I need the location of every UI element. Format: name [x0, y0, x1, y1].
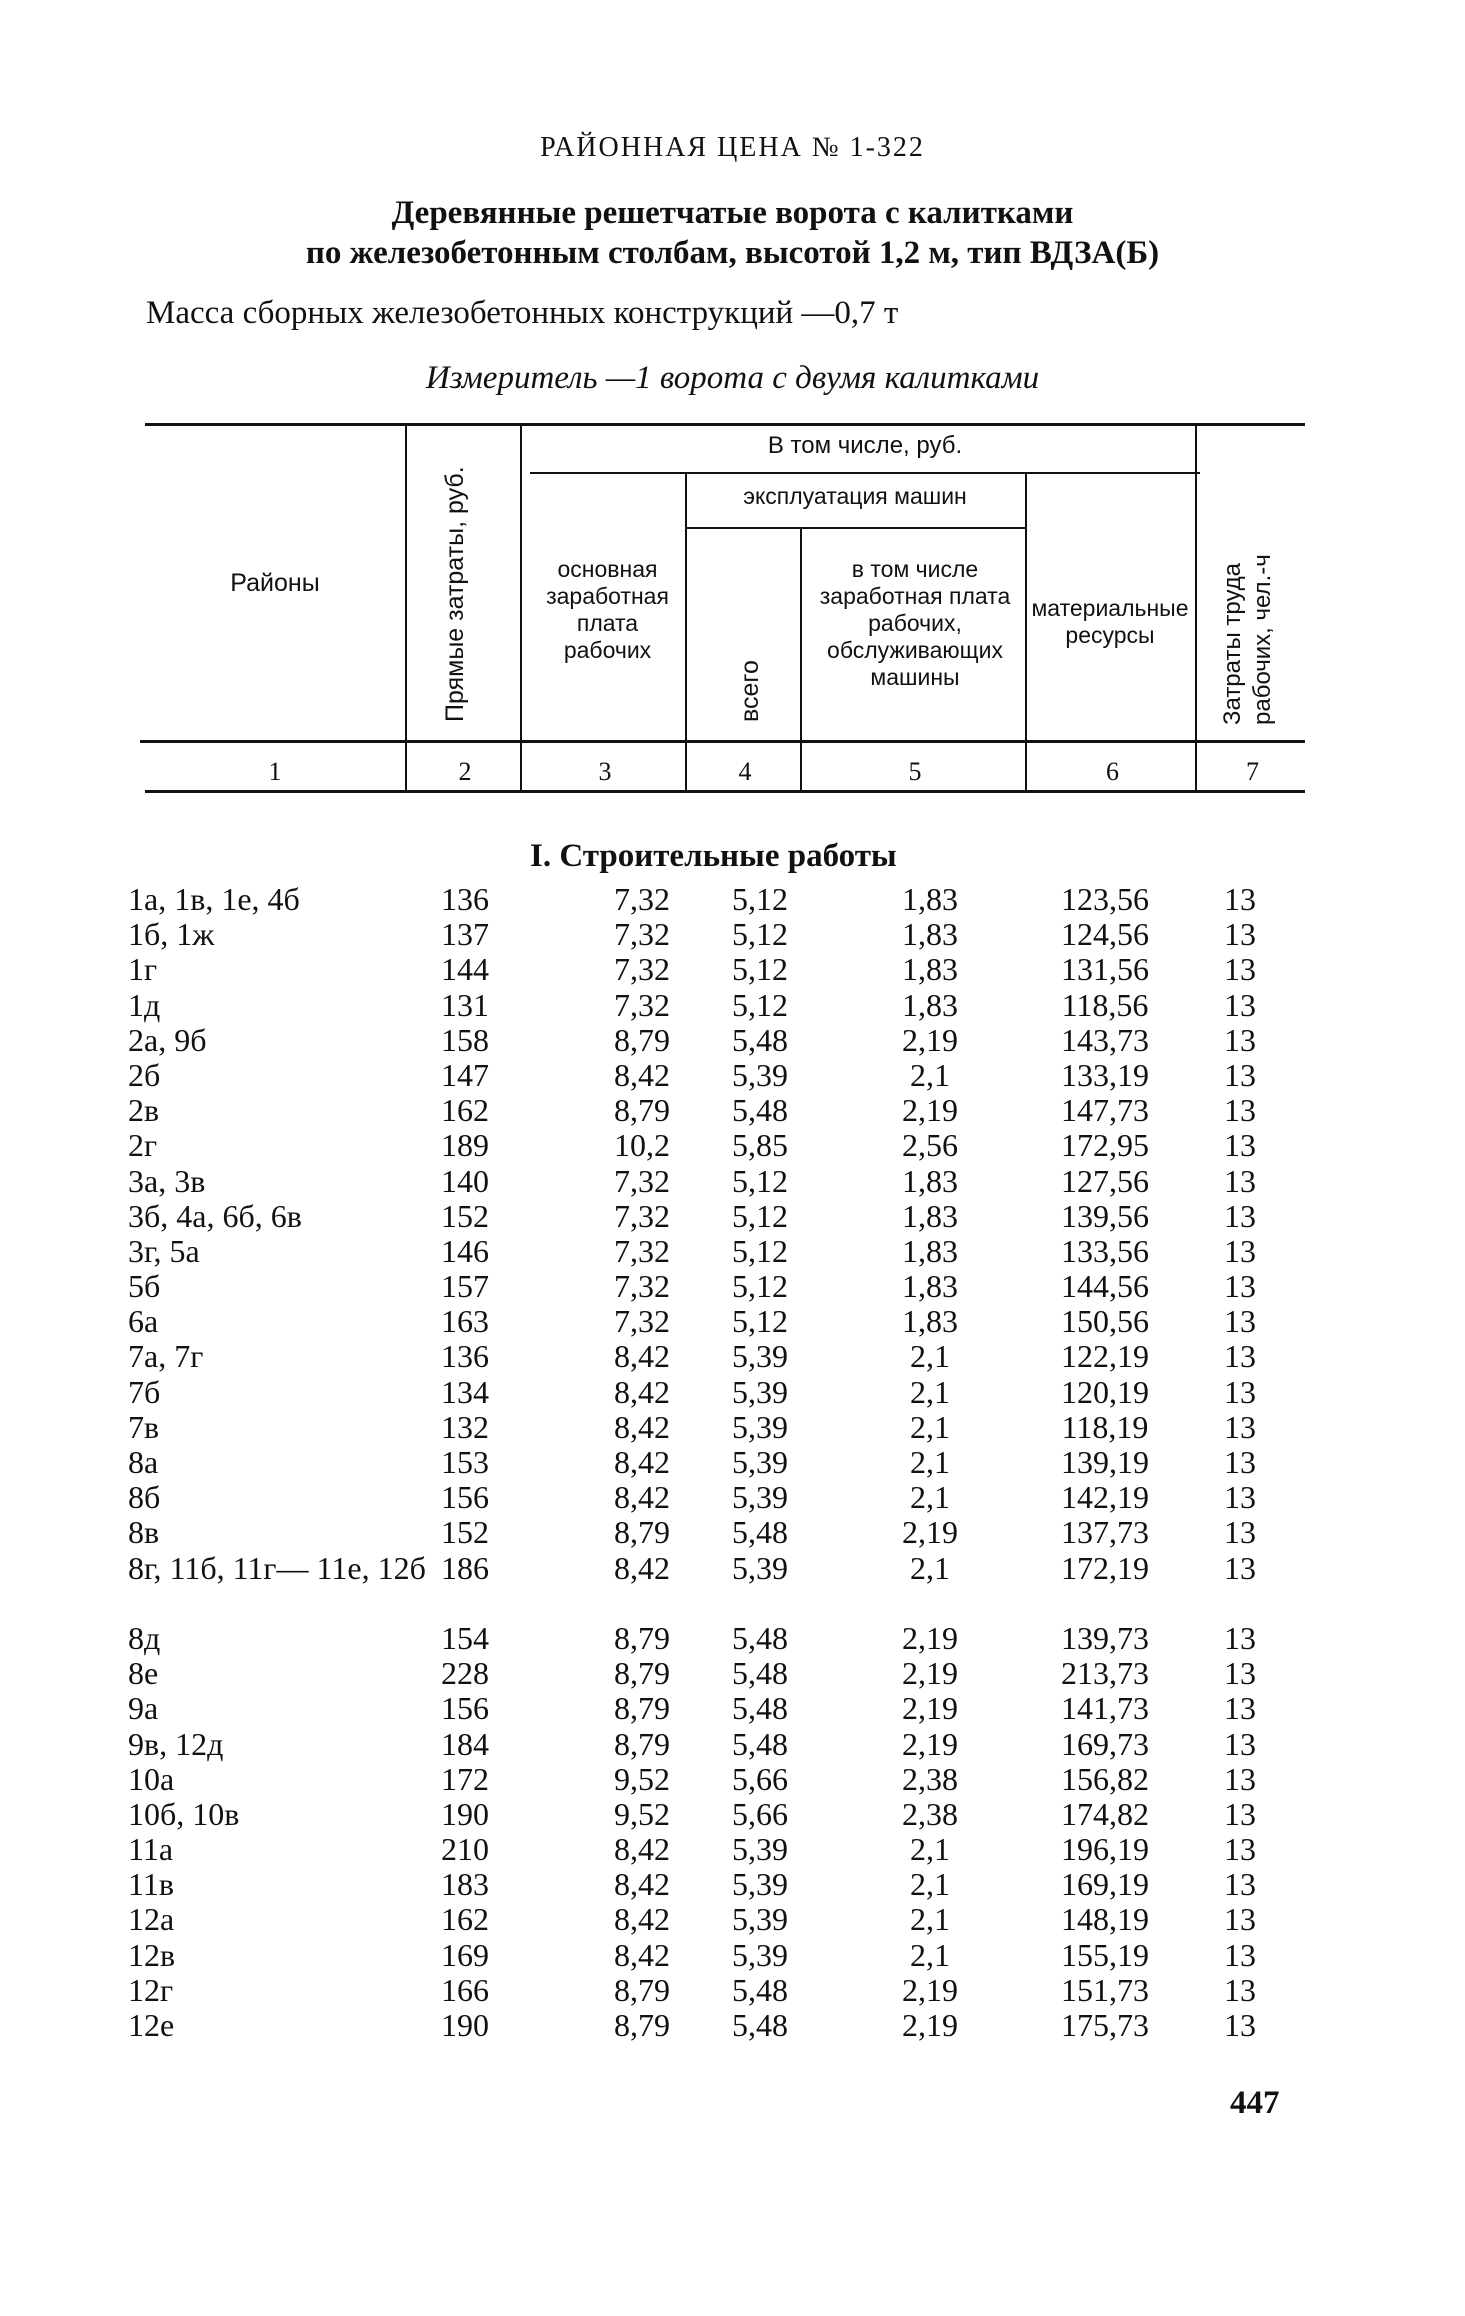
main-wage-cell: 8,42 [614, 1831, 670, 1868]
hdr-including: В том числе, руб. [767, 432, 963, 459]
region-cell: 3б, 4а, 6б, 6в [128, 1197, 302, 1234]
region-cell: 11а [128, 1831, 174, 1868]
region-cell: 7а, 7г [128, 1338, 204, 1375]
machine-total-cell: 5,48 [732, 1619, 788, 1656]
main-wage-cell: 7,32 [614, 951, 670, 988]
hdr-machine-total: всего [736, 660, 764, 722]
labor-cell: 13 [1224, 2007, 1256, 2044]
direct-cost-cell: 131 [441, 986, 489, 1023]
direct-cost-cell: 172 [441, 1760, 489, 1797]
region-cell: 5б [128, 1268, 161, 1305]
materials-cell: 213,73 [1061, 1655, 1149, 1692]
labor-cell: 13 [1224, 986, 1256, 1023]
labor-cell: 13 [1224, 881, 1256, 917]
machine-wage-cell: 2,19 [902, 1619, 958, 1656]
table-row [0, 1656, 1465, 1691]
machine-wage-cell: 2,1 [910, 1056, 950, 1093]
direct-cost-cell: 147 [441, 1056, 489, 1093]
direct-cost-cell: 140 [441, 1162, 489, 1199]
materials-cell: 133,56 [1061, 1232, 1149, 1269]
direct-cost-cell: 157 [441, 1268, 489, 1305]
main-wage-cell: 7,32 [614, 1162, 670, 1199]
machine-wage-cell: 2,19 [902, 1725, 958, 1762]
direct-cost-cell: 210 [441, 1831, 489, 1868]
main-wage-cell: 8,42 [614, 1056, 670, 1093]
machine-total-cell: 5,48 [732, 1655, 788, 1692]
col-number-1: 1 [268, 757, 282, 786]
region-cell: 9в, 12д [128, 1725, 224, 1762]
machine-wage-cell: 2,19 [902, 1971, 958, 2008]
machine-wage-cell: 2,1 [910, 1866, 950, 1903]
machine-wage-cell: 1,83 [902, 1303, 958, 1340]
materials-cell: 174,82 [1061, 1795, 1149, 1832]
region-cell: 8е [128, 1655, 159, 1692]
labor-cell: 13 [1224, 1092, 1256, 1129]
labor-cell: 13 [1224, 1021, 1256, 1058]
machine-wage-cell: 2,1 [910, 1444, 950, 1480]
machine-total-cell: 5,39 [732, 1866, 788, 1903]
region-cell: 2а, 9б [128, 1021, 207, 1058]
labor-cell: 13 [1224, 1303, 1256, 1340]
table-row [0, 1621, 1465, 1656]
materials-cell: 133,19 [1061, 1056, 1149, 1093]
labor-cell: 13 [1224, 1268, 1256, 1305]
hdr-regions: Районы [230, 569, 320, 597]
direct-cost-cell: 186 [441, 1549, 489, 1586]
direct-cost-cell: 158 [441, 1021, 489, 1058]
hdr-machine-wage: в том числе заработная плата рабочих, обслуживающих машины [819, 556, 1011, 690]
measure-line: Измеритель —1 ворота с двумя калитками [425, 360, 1040, 396]
machine-wage-cell: 2,19 [902, 1021, 958, 1058]
main-wage-cell: 8,79 [614, 2007, 670, 2044]
numbers-bottom-rule [145, 790, 1305, 793]
header-top-rule [145, 423, 1305, 426]
machine-wage-cell: 2,1 [910, 1549, 950, 1586]
region-cell: 8г, 11б, 11г— 11е, 12б [128, 1549, 426, 1586]
table-row [0, 1375, 1465, 1410]
price-table-body [0, 882, 1465, 2043]
labor-cell: 13 [1224, 1760, 1256, 1797]
region-cell: 7в [128, 1408, 160, 1445]
labor-cell: 13 [1224, 916, 1256, 953]
col-divider-3 [685, 472, 687, 790]
direct-cost-cell: 134 [441, 1373, 489, 1410]
labor-cell: 13 [1224, 1056, 1256, 1093]
hdr-direct-costs: Прямые затраты, руб. [441, 466, 469, 722]
machine-total-cell: 5,39 [732, 1373, 788, 1410]
col-number-3: 3 [598, 757, 612, 786]
materials-cell: 131,56 [1061, 951, 1149, 988]
materials-cell: 139,56 [1061, 1197, 1149, 1234]
main-wage-cell: 8,42 [614, 1479, 670, 1516]
labor-cell: 13 [1224, 1725, 1256, 1762]
machine-wage-cell: 2,19 [902, 2007, 958, 2044]
machine-total-cell: 5,39 [732, 1831, 788, 1868]
table-row [0, 1164, 1465, 1199]
machine-rule [685, 527, 1025, 529]
region-cell: 8д [128, 1619, 161, 1656]
machine-total-cell: 5,39 [732, 1408, 788, 1445]
labor-cell: 13 [1224, 1866, 1256, 1903]
col-divider-2 [520, 425, 522, 790]
materials-cell: 172,19 [1061, 1549, 1149, 1586]
main-wage-cell: 7,32 [614, 1197, 670, 1234]
section-title: I. Строительные работы [530, 838, 897, 874]
materials-cell: 141,73 [1061, 1690, 1149, 1727]
page-number: 447 [1230, 2085, 1280, 2121]
labor-cell: 13 [1224, 1795, 1256, 1832]
table-row [0, 1762, 1465, 1797]
machine-total-cell: 5,12 [732, 1232, 788, 1269]
table-row [0, 1797, 1465, 1832]
col-number-4: 4 [738, 757, 752, 786]
region-cell: 12а [128, 1901, 175, 1938]
table-row [0, 917, 1465, 952]
direct-cost-cell: 137 [441, 916, 489, 953]
direct-cost-cell: 190 [441, 2007, 489, 2044]
machine-total-cell: 5,12 [732, 1268, 788, 1305]
main-wage-cell: 7,32 [614, 881, 670, 917]
main-wage-cell: 8,42 [614, 1338, 670, 1375]
labor-cell: 13 [1224, 1831, 1256, 1868]
hdr-labor: Затраты труда рабочих, чел.-ч [1219, 554, 1276, 725]
region-cell: 1д [128, 986, 161, 1023]
direct-cost-cell: 153 [441, 1444, 489, 1480]
table-row [0, 1199, 1465, 1234]
direct-cost-cell: 189 [441, 1127, 489, 1164]
machine-total-cell: 5,48 [732, 1514, 788, 1551]
region-cell: 12е [128, 2007, 175, 2044]
region-cell: 3г, 5а [128, 1232, 200, 1269]
direct-cost-cell: 156 [441, 1479, 489, 1516]
direct-cost-cell: 146 [441, 1232, 489, 1269]
machine-total-cell: 5,48 [732, 1725, 788, 1762]
main-wage-cell: 7,32 [614, 1232, 670, 1269]
machine-wage-cell: 1,83 [902, 1232, 958, 1269]
main-wage-cell: 8,79 [614, 1690, 670, 1727]
main-wage-cell: 7,32 [614, 1303, 670, 1340]
region-cell: 10б, 10в [128, 1795, 240, 1832]
region-cell: 10а [128, 1760, 175, 1797]
machine-total-cell: 5,48 [732, 2007, 788, 2044]
labor-cell: 13 [1224, 1549, 1256, 1586]
labor-cell: 13 [1224, 1936, 1256, 1973]
machine-total-cell: 5,39 [732, 1479, 788, 1516]
materials-cell: 155,19 [1061, 1936, 1149, 1973]
main-wage-cell: 8,79 [614, 1514, 670, 1551]
direct-cost-cell: 152 [441, 1514, 489, 1551]
region-cell: 11в [128, 1866, 174, 1903]
labor-cell: 13 [1224, 1655, 1256, 1692]
main-wage-cell: 8,79 [614, 1655, 670, 1692]
materials-cell: 175,73 [1061, 2007, 1149, 2044]
labor-cell: 13 [1224, 1127, 1256, 1164]
mass-line: Масса сборных железобетонных конструкций —0,7 т [146, 295, 899, 331]
region-cell: 2б [128, 1056, 161, 1093]
main-wage-cell: 8,42 [614, 1936, 670, 1973]
materials-cell: 151,73 [1061, 1971, 1149, 2008]
main-wage-cell: 7,32 [614, 1268, 670, 1305]
direct-cost-cell: 144 [441, 951, 489, 988]
machine-wage-cell: 2,1 [910, 1479, 950, 1516]
table-row [0, 1832, 1465, 1867]
machine-wage-cell: 1,83 [902, 881, 958, 917]
col-divider-5 [1025, 472, 1027, 790]
machine-total-cell: 5,12 [732, 916, 788, 953]
direct-cost-cell: 183 [441, 1866, 489, 1903]
title-line-1: Деревянные решетчатые ворота с калитками [391, 195, 1074, 231]
labor-cell: 13 [1224, 1690, 1256, 1727]
labor-cell: 13 [1224, 1901, 1256, 1938]
col-number-5: 5 [908, 757, 922, 786]
materials-cell: 118,19 [1061, 1408, 1149, 1445]
machine-total-cell: 5,39 [732, 1338, 788, 1375]
machine-total-cell: 5,39 [732, 1444, 788, 1480]
hdr-materials: материальные ресурсы [1031, 595, 1189, 648]
col-divider-1 [405, 425, 407, 790]
header-bottom-rule [140, 740, 1305, 743]
region-cell: 1б, 1ж [128, 916, 215, 953]
labor-cell: 13 [1224, 1373, 1256, 1410]
table-row [0, 1269, 1465, 1304]
direct-cost-cell: 152 [441, 1197, 489, 1234]
title-line-2: по железобетонным столбам, высотой 1,2 м, тип ВДЗА(Б) [305, 235, 1160, 271]
machine-total-cell: 5,48 [732, 1690, 788, 1727]
machine-total-cell: 5,48 [732, 1971, 788, 2008]
machine-wage-cell: 2,38 [902, 1760, 958, 1797]
materials-cell: 169,73 [1061, 1725, 1149, 1762]
machine-total-cell: 5,12 [732, 951, 788, 988]
region-cell: 7б [128, 1373, 161, 1410]
main-wage-cell: 9,52 [614, 1760, 670, 1797]
materials-cell: 122,19 [1061, 1338, 1149, 1375]
table-row [0, 1304, 1465, 1339]
main-wage-cell: 8,42 [614, 1373, 670, 1410]
direct-cost-cell: 136 [441, 1338, 489, 1375]
machine-wage-cell: 2,19 [902, 1092, 958, 1129]
materials-cell: 139,19 [1061, 1444, 1149, 1480]
materials-cell: 124,56 [1061, 916, 1149, 953]
table-row [0, 1445, 1465, 1480]
direct-cost-cell: 163 [441, 1303, 489, 1340]
main-wage-cell: 8,42 [614, 1866, 670, 1903]
table-row [0, 1023, 1465, 1058]
materials-cell: 137,73 [1061, 1514, 1149, 1551]
main-wage-cell: 8,42 [614, 1444, 670, 1480]
main-wage-cell: 8,42 [614, 1408, 670, 1445]
machine-total-cell: 5,66 [732, 1795, 788, 1832]
region-cell: 3а, 3в [128, 1162, 206, 1199]
machine-wage-cell: 2,19 [902, 1514, 958, 1551]
machine-wage-cell: 2,1 [910, 1901, 950, 1938]
machine-wage-cell: 1,83 [902, 1268, 958, 1305]
col-number-6: 6 [1106, 757, 1119, 786]
hdr-main-wage: основная заработная плата рабочих [546, 556, 669, 663]
materials-cell: 123,56 [1061, 881, 1149, 917]
machine-wage-cell: 2,1 [910, 1408, 950, 1445]
table-row [0, 1938, 1465, 1973]
region-cell: 8б [128, 1479, 161, 1516]
table-row [0, 1234, 1465, 1269]
machine-wage-cell: 1,83 [902, 1162, 958, 1199]
materials-cell: 169,19 [1061, 1866, 1149, 1903]
labor-cell: 13 [1224, 951, 1256, 988]
main-wage-cell: 7,32 [614, 986, 670, 1023]
labor-cell: 13 [1224, 1162, 1256, 1199]
region-cell: 2г [128, 1127, 158, 1164]
main-wage-cell: 8,79 [614, 1725, 670, 1762]
table-row [0, 1093, 1465, 1128]
direct-cost-cell: 228 [441, 1655, 489, 1692]
table-row [0, 1691, 1465, 1726]
table-row [0, 1128, 1465, 1163]
machine-wage-cell: 2,1 [910, 1373, 950, 1410]
region-cell: 8в [128, 1514, 160, 1551]
labor-cell: 13 [1224, 1619, 1256, 1656]
materials-cell: 143,73 [1061, 1021, 1149, 1058]
machine-wage-cell: 2,1 [910, 1338, 950, 1375]
machine-total-cell: 5,12 [732, 986, 788, 1023]
direct-cost-cell: 162 [441, 1901, 489, 1938]
machine-wage-cell: 1,83 [902, 951, 958, 988]
table-row [0, 1515, 1465, 1550]
machine-wage-cell: 2,1 [910, 1831, 950, 1868]
region-cell: 9а [128, 1690, 159, 1727]
col-divider-6 [1195, 425, 1197, 790]
materials-cell: 144,56 [1061, 1268, 1149, 1305]
machine-wage-cell: 1,83 [902, 986, 958, 1023]
machine-total-cell: 5,85 [732, 1127, 788, 1164]
machine-wage-cell: 2,19 [902, 1690, 958, 1727]
materials-cell: 172,95 [1061, 1127, 1149, 1164]
materials-cell: 196,19 [1061, 1831, 1149, 1868]
machine-wage-cell: 1,83 [902, 916, 958, 953]
machine-total-cell: 5,12 [732, 881, 788, 917]
direct-cost-cell: 190 [441, 1795, 489, 1832]
main-wage-cell: 9,52 [614, 1795, 670, 1832]
machine-total-cell: 5,12 [732, 1162, 788, 1199]
table-row [0, 882, 1465, 917]
region-cell: 6а [128, 1303, 159, 1340]
materials-cell: 156,82 [1061, 1760, 1149, 1797]
direct-cost-cell: 184 [441, 1725, 489, 1762]
direct-cost-cell: 136 [441, 881, 489, 917]
materials-cell: 120,19 [1061, 1373, 1149, 1410]
machine-total-cell: 5,39 [732, 1901, 788, 1938]
labor-cell: 13 [1224, 1338, 1256, 1375]
labor-cell: 13 [1224, 1444, 1256, 1480]
table-row [0, 1058, 1465, 1093]
region-cell: 12г [128, 1971, 174, 2008]
machine-total-cell: 5,39 [732, 1549, 788, 1586]
machine-wage-cell: 2,56 [902, 1127, 958, 1164]
materials-cell: 150,56 [1061, 1303, 1149, 1340]
table-row [0, 2008, 1465, 2043]
table-row [0, 952, 1465, 987]
direct-cost-cell: 156 [441, 1690, 489, 1727]
price-header: РАЙОННАЯ ЦЕНА № 1-322 [540, 132, 925, 163]
machine-total-cell: 5,48 [732, 1092, 788, 1129]
main-wage-cell: 8,79 [614, 1619, 670, 1656]
table-row [0, 1902, 1465, 1937]
col-number-2: 2 [458, 757, 472, 786]
materials-cell: 148,19 [1061, 1901, 1149, 1938]
direct-cost-cell: 166 [441, 1971, 489, 2008]
main-wage-cell: 10,2 [614, 1127, 670, 1164]
machine-total-cell: 5,12 [732, 1197, 788, 1234]
machine-wage-cell: 1,83 [902, 1197, 958, 1234]
labor-cell: 13 [1224, 1514, 1256, 1551]
col-divider-4 [800, 527, 802, 790]
machine-total-cell: 5,39 [732, 1936, 788, 1973]
materials-cell: 142,19 [1061, 1479, 1149, 1516]
region-cell: 1а, 1в, 1е, 4б [128, 881, 300, 917]
materials-cell: 139,73 [1061, 1619, 1149, 1656]
machine-total-cell: 5,12 [732, 1303, 788, 1340]
main-wage-cell: 7,32 [614, 916, 670, 953]
main-wage-cell: 8,42 [614, 1901, 670, 1938]
direct-cost-cell: 154 [441, 1619, 489, 1656]
region-cell: 1г [128, 951, 158, 988]
direct-cost-cell: 132 [441, 1408, 489, 1445]
machine-total-cell: 5,39 [732, 1056, 788, 1093]
table-row [0, 1551, 1465, 1621]
main-wage-cell: 8,79 [614, 1021, 670, 1058]
materials-cell: 147,73 [1061, 1092, 1149, 1129]
table-row [0, 1410, 1465, 1445]
materials-cell: 118,56 [1061, 986, 1149, 1023]
table-row [0, 1480, 1465, 1515]
table-row [0, 1867, 1465, 1902]
table-row [0, 988, 1465, 1023]
hdr-machine-operation: эксплуатация машин [743, 483, 967, 509]
region-cell: 2в [128, 1092, 160, 1129]
machine-wage-cell: 2,38 [902, 1795, 958, 1832]
direct-cost-cell: 162 [441, 1092, 489, 1129]
machine-total-cell: 5,66 [732, 1760, 788, 1797]
region-cell: 8а [128, 1444, 159, 1480]
labor-cell: 13 [1224, 1197, 1256, 1234]
table-row [0, 1339, 1465, 1374]
main-wage-cell: 8,79 [614, 1092, 670, 1129]
machine-total-cell: 5,48 [732, 1021, 788, 1058]
table-row [0, 1973, 1465, 2008]
including-rule [530, 472, 1200, 474]
labor-cell: 13 [1224, 1479, 1256, 1516]
materials-cell: 127,56 [1061, 1162, 1149, 1199]
machine-wage-cell: 2,1 [910, 1936, 950, 1973]
labor-cell: 13 [1224, 1971, 1256, 2008]
machine-wage-cell: 2,19 [902, 1655, 958, 1692]
col-number-7: 7 [1246, 757, 1259, 786]
main-wage-cell: 8,42 [614, 1549, 670, 1586]
table-row [0, 1727, 1465, 1762]
main-wage-cell: 8,79 [614, 1971, 670, 2008]
labor-cell: 13 [1224, 1232, 1256, 1269]
region-cell: 12в [128, 1936, 176, 1973]
direct-cost-cell: 169 [441, 1936, 489, 1973]
labor-cell: 13 [1224, 1408, 1256, 1445]
